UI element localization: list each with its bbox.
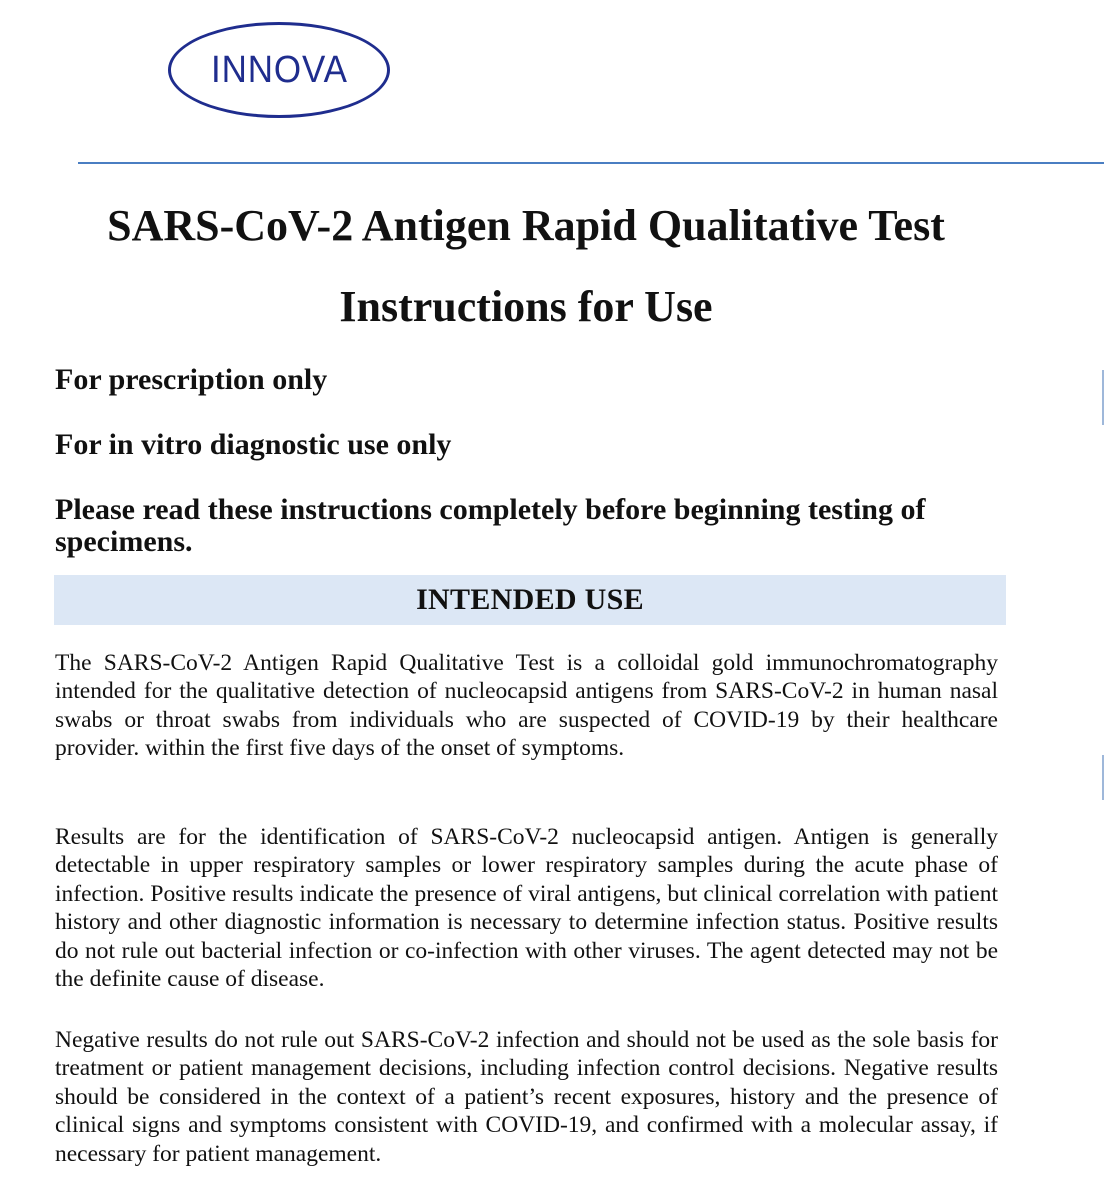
prescription-notice: For prescription only (55, 363, 328, 396)
header-divider (78, 162, 1104, 164)
negative-results-paragraph: Negative results do not rule out SARS-CoV-2 infection and should not be used as the sole basis for treatment or patient management decisions, including infection control decisions. Negative results should be considered in the context of a patient’s recent exposures, history and the presence of clinical signs and symptoms consistent with COVID-19, and confirmed with a molecular assay, if necessary for patient management. (55, 1027, 998, 1167)
section-header-intended-use (54, 575, 1006, 625)
ivd-notice: For in vitro diagnostic use only (55, 428, 452, 461)
read-instructions-notice: Please read these instructions completely before beginning testing of specimens. (55, 493, 926, 558)
innova-logo (168, 22, 390, 118)
results-paragraph: Results are for the identification of SARS-CoV-2 nucleocapsid antigen. Antigen is generally detectable in upper respiratory samples or lower respiratory samples during the acute phase of infection. Positive results indicate the presence of viral antigens, but clinical correlation with patient history and other diagnostic information is necessary to determine infection status. Positive results do not rule out bacterial infection or co-infection with other viruses. The agent detected may not be the definite cause of disease. (55, 824, 998, 993)
document-subtitle: Instructions for Use (339, 282, 713, 331)
intended-use-paragraph: The SARS-CoV-2 Antigen Rapid Qualitative Test is a colloidal gold immunochromatography intended for the qualitative detection of nucleocapsid antigens from SARS-CoV-2 in human nasal swabs or throat swabs from individuals who are suspected of COVID-19 by their healthcare provider. within the first five days of the onset of symptoms. (55, 650, 998, 762)
logo-text: INNOVA (210, 48, 348, 91)
section-title: INTENDED USE (416, 583, 644, 616)
document-title: SARS-CoV-2 Antigen Rapid Qualitative Test (107, 201, 945, 250)
